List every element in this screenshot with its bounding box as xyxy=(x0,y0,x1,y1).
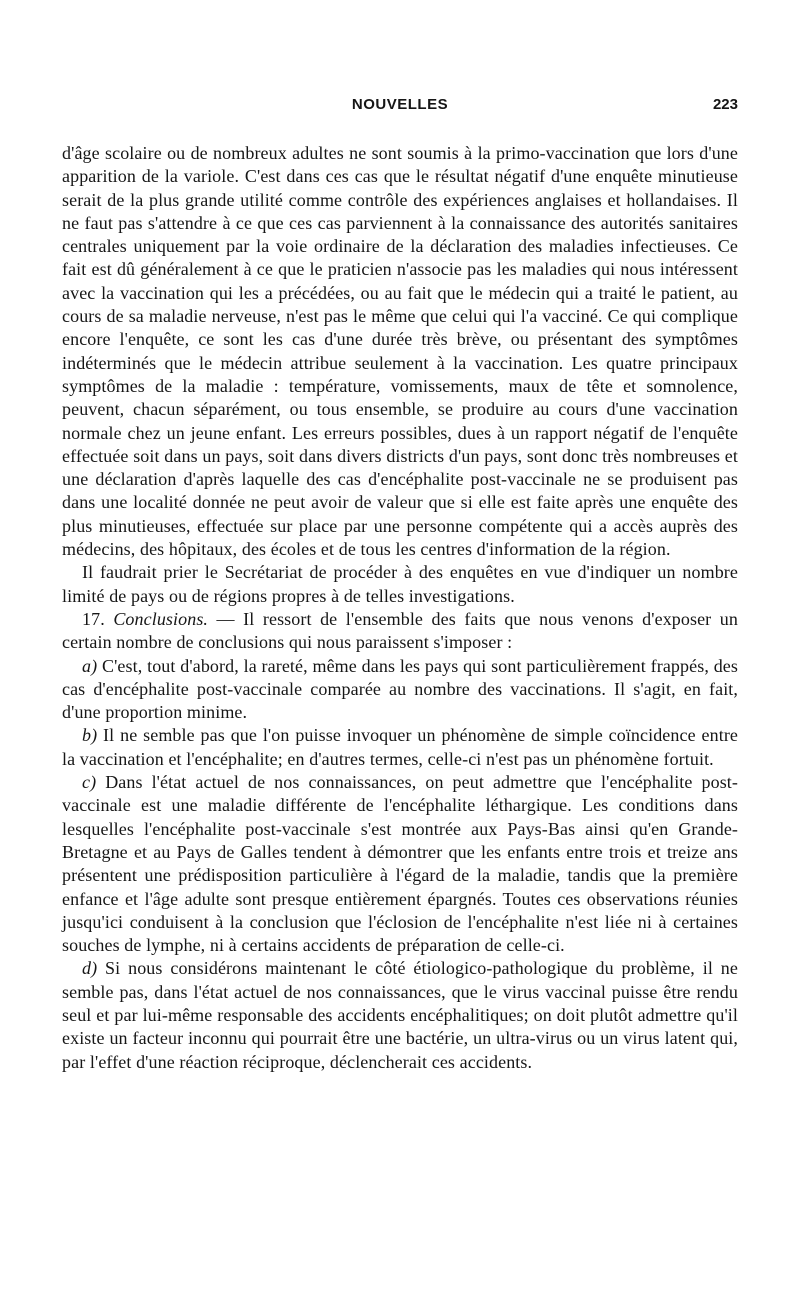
section-number: 17. xyxy=(82,608,105,629)
section-label: Conclusions. xyxy=(113,608,209,629)
conclusion-item xyxy=(62,771,738,957)
document-page xyxy=(62,96,738,1074)
item-letter: d) xyxy=(82,958,98,979)
item-letter: b) xyxy=(82,725,98,746)
paragraph: d'âge scolaire ou de nombreux adultes ne sont soumis à la primo-vaccination que lors d'une apparition de la variole. C'est dans ces cas que le résultat négatif d'une enquête minutieuse serait de la plus grande utilité comme contrôle des expériences anglaises et hollandaises. Il ne faut pas s'attendre à ce que ces cas parviennent à la connaissance des autorités sanitaires centrales uniquement par la voie ordinaire de la déclaration des maladies infectieuses. Ce fait est dû généralement à ce que le praticien n'associe pas les maladies qui nous intéressent avec la vaccination qui les a précédées, ou au fait que le médecin qui a traité le patient, au cours de sa maladie nerveuse, n'est pas le même que celui qui l'a vacciné. Ce qui complique encore l'enquête, ce sont les cas d'une durée très brève, ou présentant des symptômes indéterminés que le médecin attribue seulement à la vaccination. Les quatre principaux symptômes de la maladie : température, vomissements, maux de tête et somnolence, peuvent, chacun séparément, ou tous ensemble, se produire au cours d'une vaccination normale chez un jeune enfant. Les erreurs possibles, dues à un rapport négatif de l'enquête effectuée soit dans un pays, soit dans divers districts d'un pays, sont donc très nombreuses et une déclaration d'après laquelle des cas d'encéphalite post-vaccinale ne se produisent pas dans une localité donnée ne peut avoir de valeur que si elle est faite après une enquête des plus minutieuses, effectuée sur place par une personne compétente qui a accès auprès des médecins, des hôpitaux, des écoles et de tous les centres d'information de la région. xyxy=(62,143,738,560)
conclusion-item xyxy=(62,655,738,725)
section-intro: — Il ressort de l'ensemble des faits que nous venons d'exposer un certain nombre de conclusions qui nous paraissent s'imposer : xyxy=(62,608,738,653)
conclusion-item xyxy=(62,957,738,1073)
item-letter: c) xyxy=(82,772,97,793)
running-header xyxy=(62,96,738,126)
item-letter: a) xyxy=(82,655,98,676)
item-text: Il ne semble pas que l'on puisse invoquer un phénomène de simple coïncidence entre la vaccination et l'encéphalite; en d'autres termes, celle-ci n'est pas un phénomène fortuit. xyxy=(62,725,738,769)
paragraph: Il faudrait prier le Secrétariat de procéder à des enquêtes en vue d'indiquer un nombre limité de pays ou de régions propres à de telles investigations. xyxy=(62,562,738,606)
body-text xyxy=(62,142,738,1074)
page-number: 223 xyxy=(712,96,738,113)
conclusion-item xyxy=(62,724,738,771)
item-text: Dans l'état actuel de nos connaissances, on peut admettre que l'encéphalite post-vaccinale est une maladie différente de l'encéphalite léthargique. Les conditions dans lesquelles l'encéphalite post-vaccinale s'est montrée aux Pays-Bas ainsi qu'en Grande-Bretagne et au Pays de Galles tendent à démontrer que les enfants entre trois et treize ans présentent une prédisposition particulière à l'égard de la maladie, tandis que la première enfance et l'âge adulte sont presque entièrement épargnés. Toutes ces observations réunies jusqu'ici conduisent à la conclusion que l'éclosion de l'encéphalite n'est liée ni à certaines souches de lymphe, ni à certains accidents de préparation de celle-ci. xyxy=(62,772,738,956)
item-text: Si nous considérons maintenant le côté étiologico-pathologique du problème, il ne semble pas, dans l'état actuel de nos connaissances, que le virus vaccinal puisse être rendu seul et par lui-même responsable des accidents encéphalitiques; on doit plutôt admettre qu'il existe un facteur inconnu qui pourrait être une bactérie, un ultra-virus ou un virus latent qui, par l'effet d'une réaction réciproque, déclencherait ces accidents. xyxy=(62,958,738,1072)
running-title: NOUVELLES xyxy=(351,96,449,113)
conclusions-heading-paragraph xyxy=(62,608,738,655)
item-text: C'est, tout d'abord, la rareté, même dans les pays qui sont particulièrement frappés, des cas d'encéphalite post-vaccinale comparée au nombre des vaccinations. Il s'agit, en fait, d'une proportion minime. xyxy=(62,655,738,723)
